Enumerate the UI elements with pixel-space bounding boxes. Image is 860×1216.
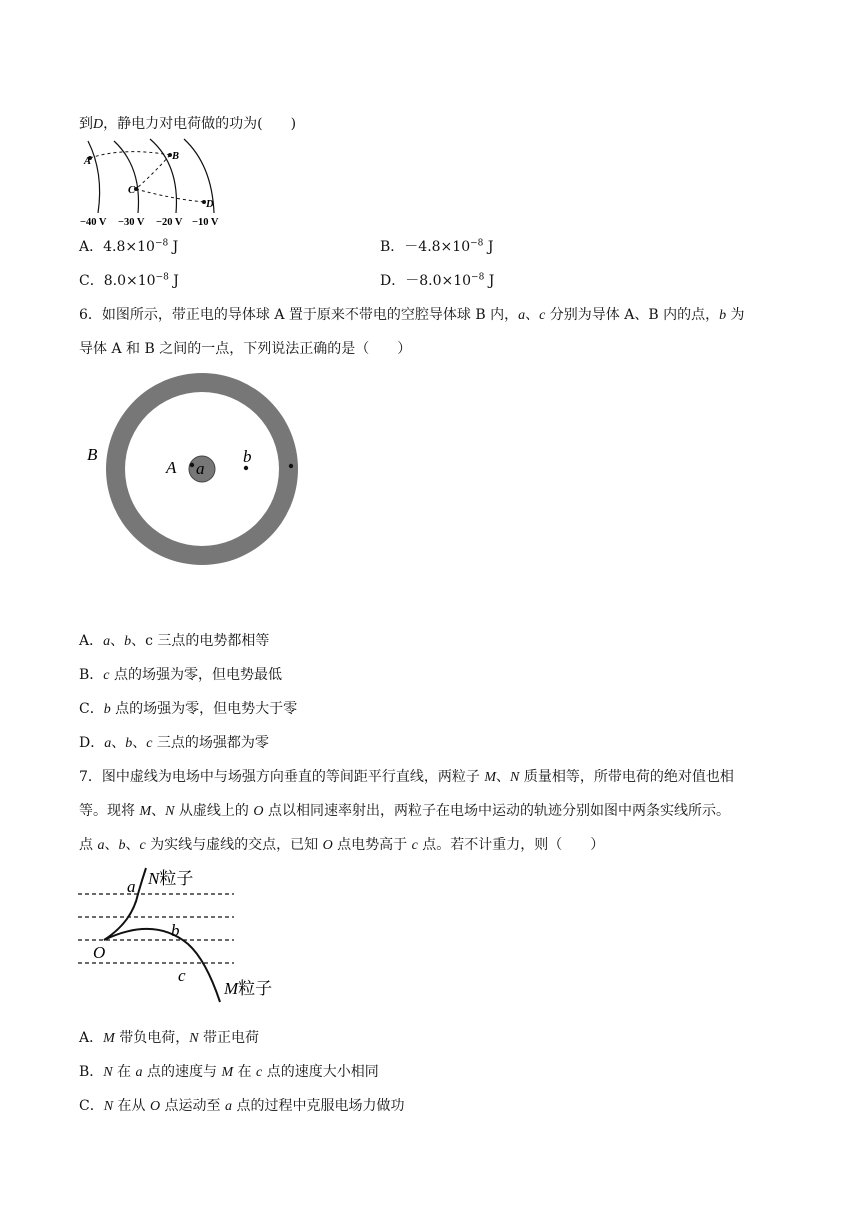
label-A: A [166, 458, 177, 477]
q5-equipotential-figure [76, 137, 236, 229]
path-B-C [136, 155, 170, 189]
q7-option-a[interactable]: A．M 带负电荷，N 带正电荷 [79, 1030, 260, 1046]
label-B: B [172, 151, 180, 162]
label-D: D [206, 199, 214, 210]
q5-option-b[interactable]: B．$-4.8\times 10^{-8}$ J [380, 238, 494, 255]
label-O: O [93, 943, 106, 962]
label-c: c [178, 966, 186, 985]
q7-option-c[interactable]: C．N 在从 O 点运动至 a 点的过程中克服电场力做功 [79, 1098, 405, 1114]
q7-stem-line3: 点 a、b、c 为实线与虚线的交点，已知 O 点电势高于 c 点。若不计重力，则（ ） [79, 837, 605, 853]
q6-conductor-figure [80, 368, 310, 574]
q7-stem-line1: 7．图中虚线为电场中与场强方向垂直的等间距平行直线，两粒子 M、N 质量相等，所带电荷的绝对值也相 [79, 769, 734, 785]
path-C-D [136, 189, 204, 202]
label-b: b [243, 447, 252, 466]
q6-option-b[interactable]: B．c 点的场强为零，但电势最低 [79, 667, 282, 683]
point-c [289, 464, 293, 468]
q6-stem-line1: 6．如图所示，带正电的导体球 A 置于原来不带电的空腔导体球 B 内，a、c 分别为导体 A、B 内的点，b 为 [79, 307, 745, 323]
path-A-B [90, 152, 170, 158]
q6-option-d[interactable]: D．a、b、c 三点的场强都为零 [79, 735, 269, 751]
q7-trajectory-figure [76, 864, 286, 1006]
label-a: a [127, 877, 136, 896]
q5-option-c[interactable]: C．$8.0\times 10^{-8}$ J [79, 272, 179, 289]
potential-label-1: −40 V [80, 217, 107, 228]
label-N-particle: N粒子 [148, 869, 194, 888]
q5-option-d[interactable]: D．$-8.0\times 10^{-8}$ J [380, 272, 495, 289]
q7-option-b[interactable]: B．N 在 a 点的速度与 M 在 c 点的速度大小相同 [79, 1064, 379, 1080]
label-a: a [196, 459, 205, 478]
label-M-particle: M粒子 [224, 979, 273, 998]
label-B: B [87, 445, 98, 464]
point-b [244, 466, 248, 470]
potential-label-3: −20 V [156, 217, 183, 228]
q5-stem: 到D，静电力对电荷做的功为( ) [79, 116, 297, 132]
potential-label-4: −10 V [192, 217, 219, 228]
potential-label-2: −30 V [118, 217, 145, 228]
q7-stem-line2: 等。现将 M、N 从虚线上的 O 点以相同速率射出，两粒子在电场中运动的轨迹分别如图中两条实线所示。 [79, 803, 730, 819]
equipotential-line-40 [88, 141, 100, 213]
q6-option-c[interactable]: C．b 点的场强为零，但电势大于零 [79, 701, 298, 717]
label-A: A [84, 156, 92, 167]
q6-option-a[interactable]: A．a、b、c 三点的电势都相等 [79, 633, 270, 649]
label-b: b [171, 921, 180, 940]
point-a [190, 463, 194, 467]
label-C: C [128, 185, 136, 196]
q6-stem-line2: 导体 A 和 B 之间的一点，下列说法正确的是（ ） [79, 341, 412, 357]
q5-option-a[interactable]: A．$4.8\times 10^{-8}$ J [79, 238, 179, 255]
